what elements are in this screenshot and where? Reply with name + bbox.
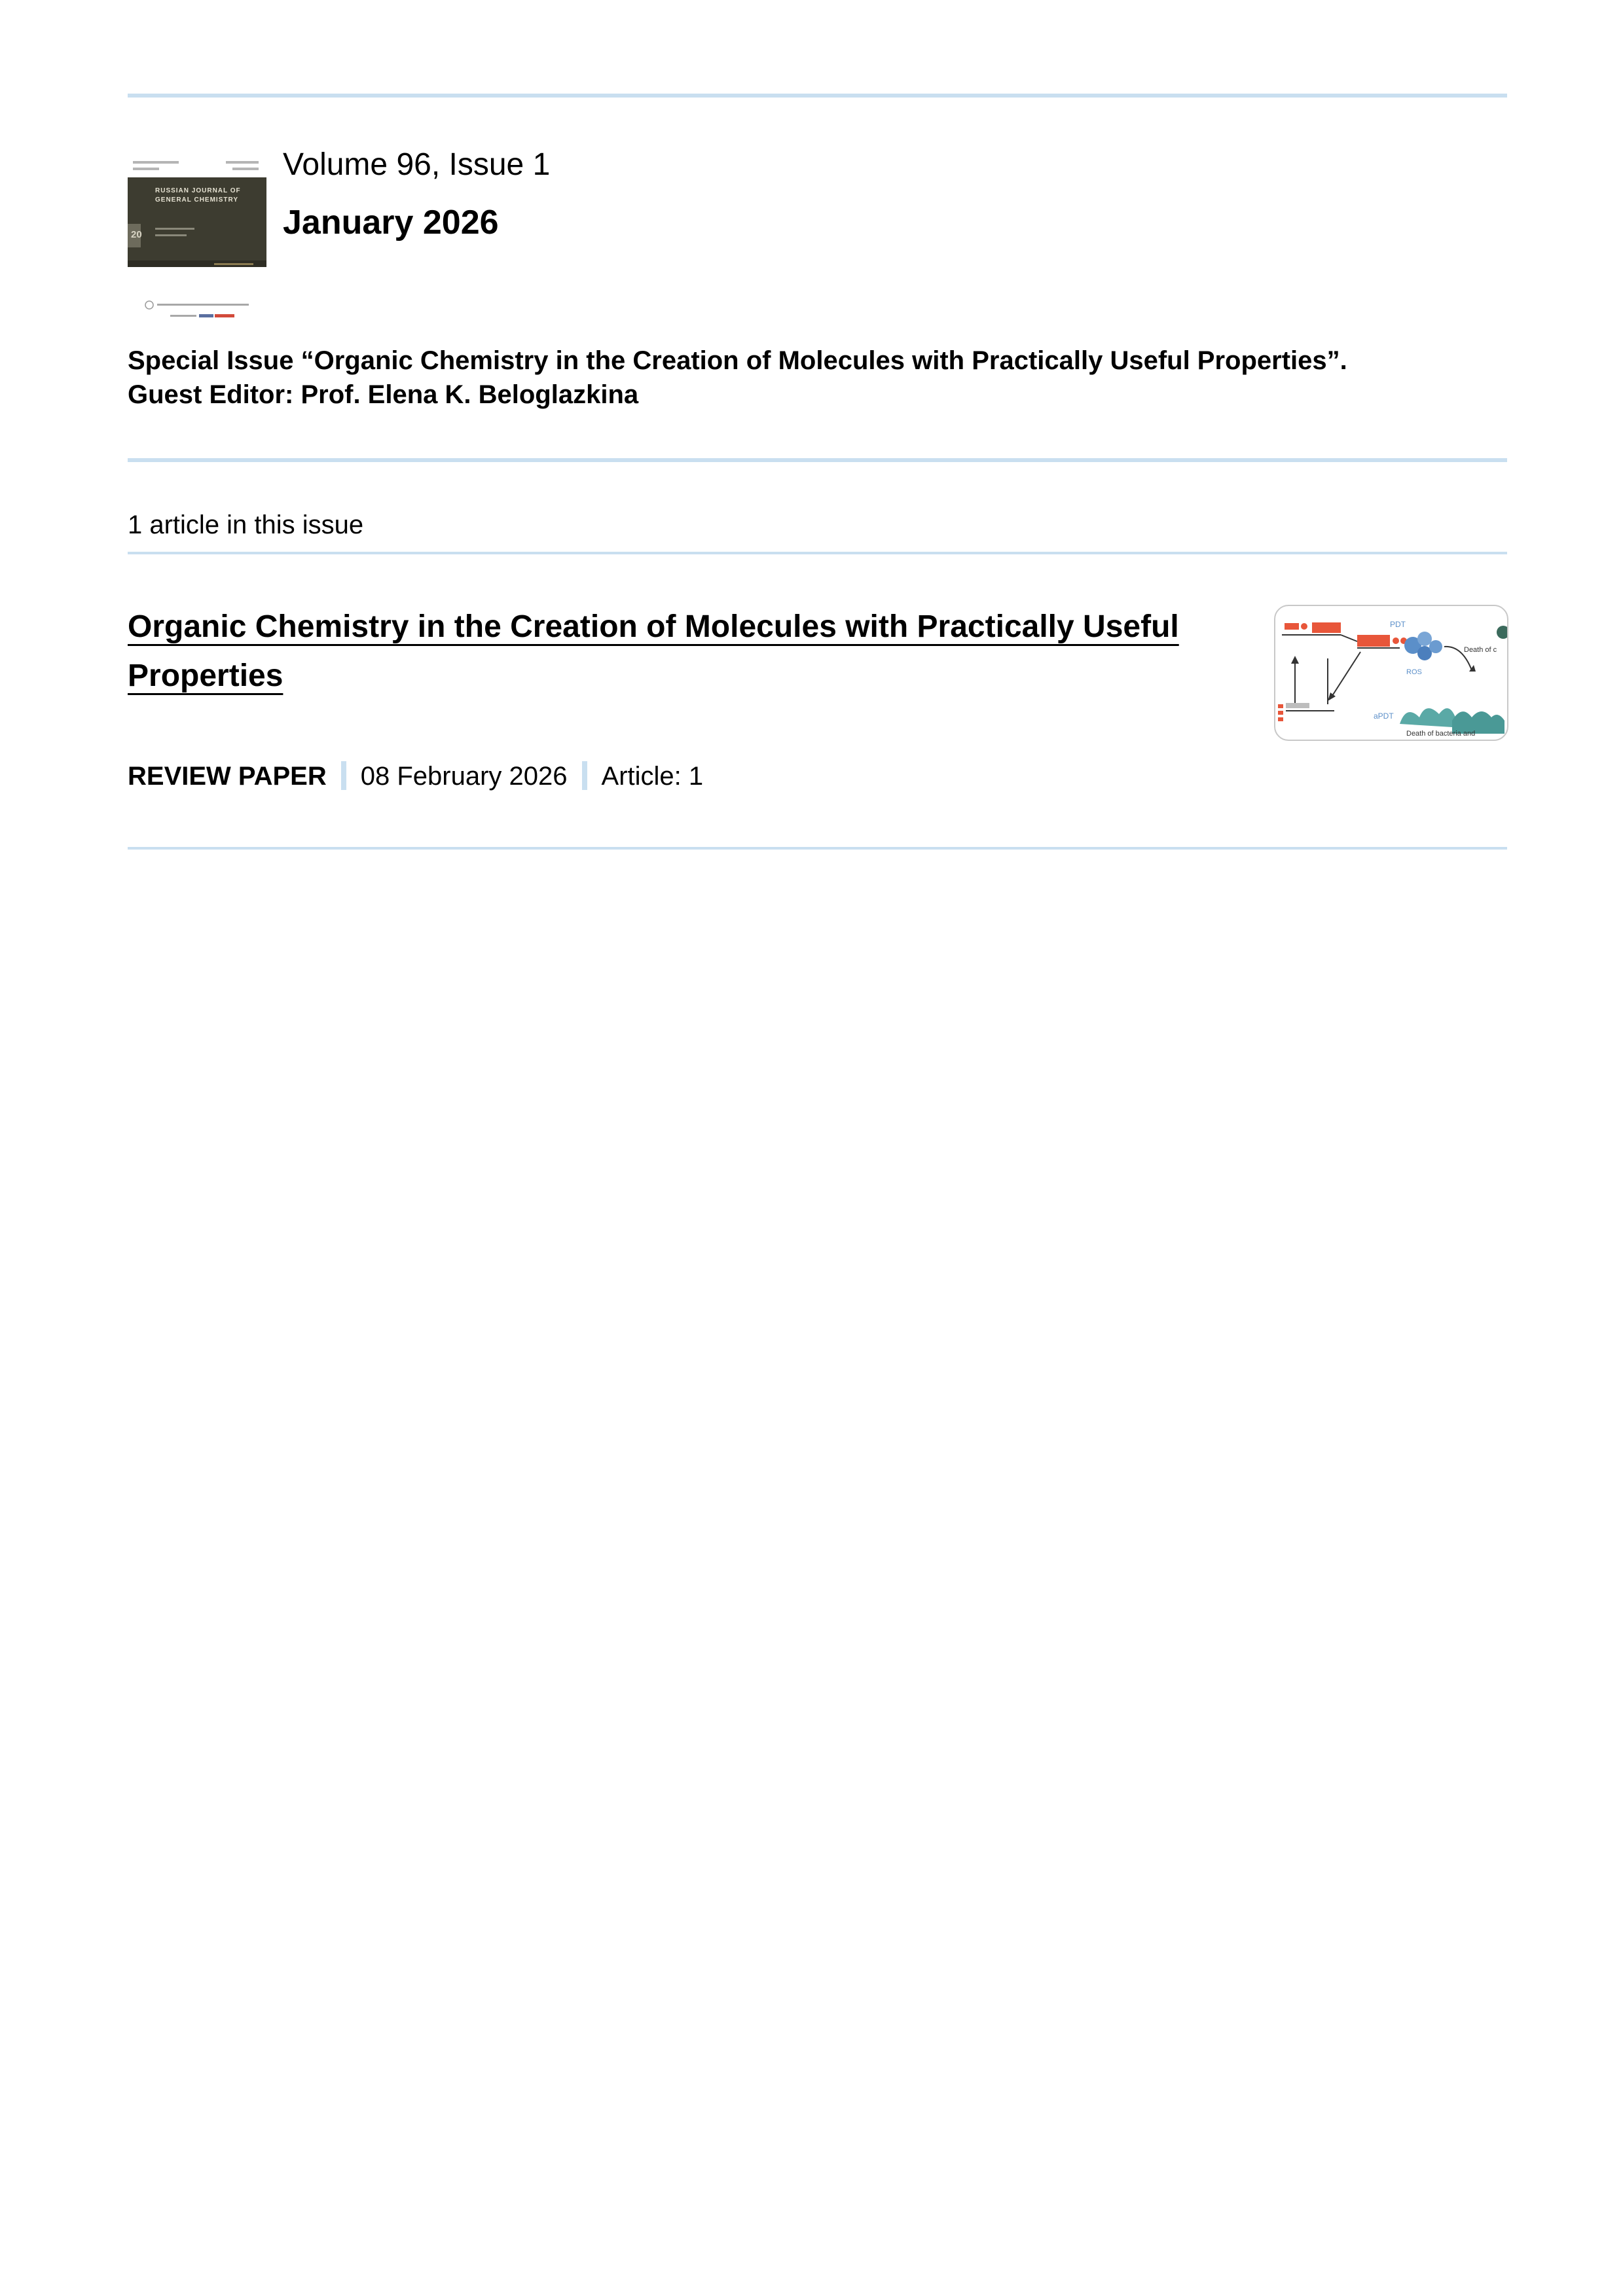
top-divider xyxy=(128,94,1507,98)
article-type: REVIEW PAPER xyxy=(128,762,327,791)
guest-editor: Guest Editor: Prof. Elena K. Beloglazkina xyxy=(128,380,639,409)
issue-volume-label: Volume 96, Issue 1 xyxy=(283,147,551,182)
article-title-link[interactable]: Organic Chemistry in the Creation of Molecules with Practically Useful Properties xyxy=(128,609,1179,693)
meta-separator xyxy=(341,761,346,790)
cover-header-band xyxy=(128,156,266,177)
thumbnail-ros-label: ROS xyxy=(1406,668,1422,676)
cover-title-line: GENERAL CHEMISTRY xyxy=(155,196,239,204)
cover-issue-number: 20 xyxy=(131,229,142,240)
issue-date-label: January 2026 xyxy=(283,204,499,242)
cover-header-text xyxy=(226,161,259,164)
section-divider xyxy=(128,458,1507,462)
thumbnail-pdt-label: PDT xyxy=(1390,620,1406,629)
cover-bottom-text xyxy=(214,263,253,265)
list-bottom-divider xyxy=(128,847,1507,850)
cover-title-line: RUSSIAN JOURNAL OF xyxy=(155,187,241,194)
thumbnail-death-bottom-label: Death of bacteria and xyxy=(1406,730,1476,738)
article-count: 1 article in this issue xyxy=(128,511,364,539)
special-issue-title: Special Issue “Organic Chemistry in the Creation of Molecules with Practically Useful Properties”. xyxy=(128,346,1347,375)
graphical-abstract-figure xyxy=(1275,606,1507,740)
meta-separator xyxy=(582,761,587,790)
article-number: Article: 1 xyxy=(601,762,704,791)
article-metadata xyxy=(128,761,703,791)
cover-header-text xyxy=(133,161,179,164)
publisher-logo-icon xyxy=(144,298,252,321)
cover-header-text xyxy=(232,168,259,170)
cover-small-text xyxy=(155,234,187,236)
thumbnail-death-top-label: Death of c xyxy=(1464,646,1497,654)
special-issue-description xyxy=(128,344,1347,412)
article-graphical-abstract[interactable] xyxy=(1274,605,1508,741)
thumbnail-apdt-label: aPDT xyxy=(1374,711,1394,721)
journal-cover-image[interactable] xyxy=(128,156,266,267)
list-header-divider xyxy=(128,552,1507,554)
cover-small-text xyxy=(155,228,194,230)
article-date: 08 February 2026 xyxy=(360,762,568,791)
cover-header-text xyxy=(133,168,159,170)
